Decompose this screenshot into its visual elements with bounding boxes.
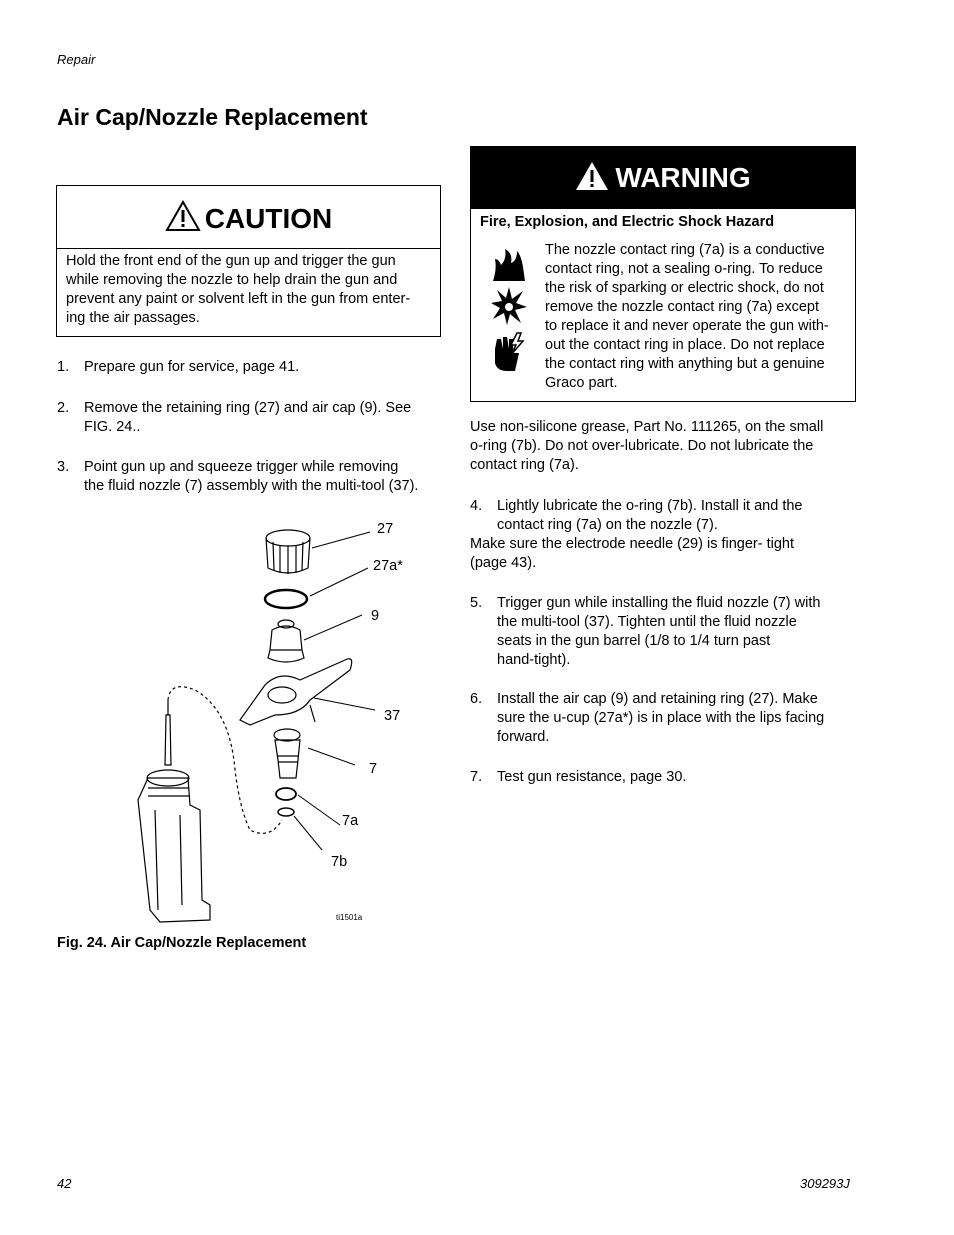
note-line: Make sure the electrode needle (29) is finger- tight (470, 536, 795, 552)
warning-line: out the contact ring in place. Do not replace (545, 337, 825, 353)
fire-icon (489, 247, 529, 283)
document-number: 309293J (800, 1176, 850, 1191)
electric-shock-icon (489, 331, 529, 373)
step-text: Install the air cap (9) and retaining ring (27). Make (497, 691, 818, 707)
step-3 (57, 458, 442, 498)
warning-line: the contact ring with anything but a genuine (545, 356, 825, 372)
step-text: contact ring (7a) on the nozzle (7). (497, 517, 718, 533)
step-text: hand-tight). (497, 652, 571, 668)
gun-barrel (138, 778, 210, 922)
step-number: 2. (57, 400, 70, 416)
step-text: Trigger gun while installing the fluid nozzle (7) with (497, 595, 821, 611)
caution-text (66, 252, 432, 328)
caution-line: while removing the nozzle to help drain the gun and (66, 272, 398, 288)
caution-header (57, 186, 440, 249)
callout-7a: 7a (342, 813, 359, 829)
callout-37: 37 (384, 708, 401, 724)
step-text: Test gun resistance, page 30. (497, 769, 687, 785)
caution-line: Hold the front end of the gun up and trigger the gun (66, 253, 396, 269)
warning-header (471, 147, 855, 209)
step-number: 4. (470, 498, 483, 514)
warning-line: The nozzle contact ring (7a) is a conductive (545, 242, 825, 258)
step-text: FIG. 24.. (84, 419, 141, 435)
warning-line: the risk of sparking or electric shock, do not (545, 280, 824, 296)
step-number: 1. (57, 359, 70, 375)
step-5 (470, 594, 860, 672)
callout-9: 9 (371, 608, 380, 624)
step-number: 3. (57, 459, 70, 475)
step-6 (470, 690, 860, 750)
page-number: 42 (57, 1176, 72, 1191)
figure-caption: Fig. 24. Air Cap/Nozzle Replacement (57, 935, 307, 951)
step-text: Remove the retaining ring (27) and air cap (9). See (84, 400, 412, 416)
note-line: o-ring (7b). Do not over-lubricate. Do not lubricate the (470, 438, 814, 454)
step-text: the fluid nozzle (7) assembly with the multi-tool (37). (84, 478, 419, 494)
electrode-needle (165, 715, 171, 765)
step-7 (470, 768, 860, 788)
note-line: Use non-silicone grease, Part No. 111265, on the small (470, 419, 824, 435)
electrode-note (470, 535, 860, 573)
step-4 (470, 497, 860, 537)
note-line: contact ring (7a). (470, 457, 579, 473)
warning-text (545, 241, 850, 393)
hazard-title: Fire, Explosion, and Electric Shock Hazard (480, 214, 775, 230)
step-2 (57, 399, 442, 439)
explosion-icon (489, 285, 529, 327)
caution-box (56, 185, 441, 337)
warning-triangle-icon (165, 200, 201, 232)
caution-line: prevent any paint or solvent left in the gun from enter- (66, 291, 411, 307)
section-label: Repair (57, 52, 96, 67)
grease-note (470, 418, 860, 475)
callout-27: 27 (377, 521, 394, 537)
step-number: 5. (470, 595, 483, 611)
warning-triangle-icon (575, 161, 609, 191)
step-text: sure the u-cup (27a*) is in place with the lips facing (497, 710, 825, 726)
step-text: forward. (497, 729, 550, 745)
callout-7b: 7b (331, 854, 348, 870)
callout-27a: 27a* (373, 558, 403, 574)
page-title: Air Cap/Nozzle Replacement (57, 104, 368, 130)
caution-line: ing the air passages. (66, 310, 200, 326)
step-text: the multi-tool (37). Tighten until the fluid nozzle (497, 614, 797, 630)
warning-line: Graco part. (545, 375, 618, 391)
warning-line: contact ring, not a sealing o-ring. To reduce (545, 261, 823, 277)
step-text: Point gun up and squeeze trigger while removing (84, 459, 399, 475)
step-text: Prepare gun for service, page 41. (84, 359, 300, 375)
caution-label: CAUTION (204, 203, 333, 234)
warning-label: WARNING (615, 162, 751, 193)
step-1 (57, 358, 437, 378)
warning-line: to replace it and never operate the gun with- (545, 318, 829, 334)
step-text: Lightly lubricate the o-ring (7b). Install it and the (497, 498, 803, 514)
figure-reference: ti1501a (336, 913, 363, 922)
note-line: (page 43). (470, 555, 537, 571)
step-number: 6. (470, 691, 483, 707)
step-number: 7. (470, 769, 483, 785)
step-text: seats in the gun barrel (1/8 to 1/4 turn past (497, 633, 771, 649)
callout-7: 7 (369, 761, 378, 777)
warning-line: remove the nozzle contact ring (7a) except (545, 299, 820, 315)
warning-box (470, 146, 856, 402)
